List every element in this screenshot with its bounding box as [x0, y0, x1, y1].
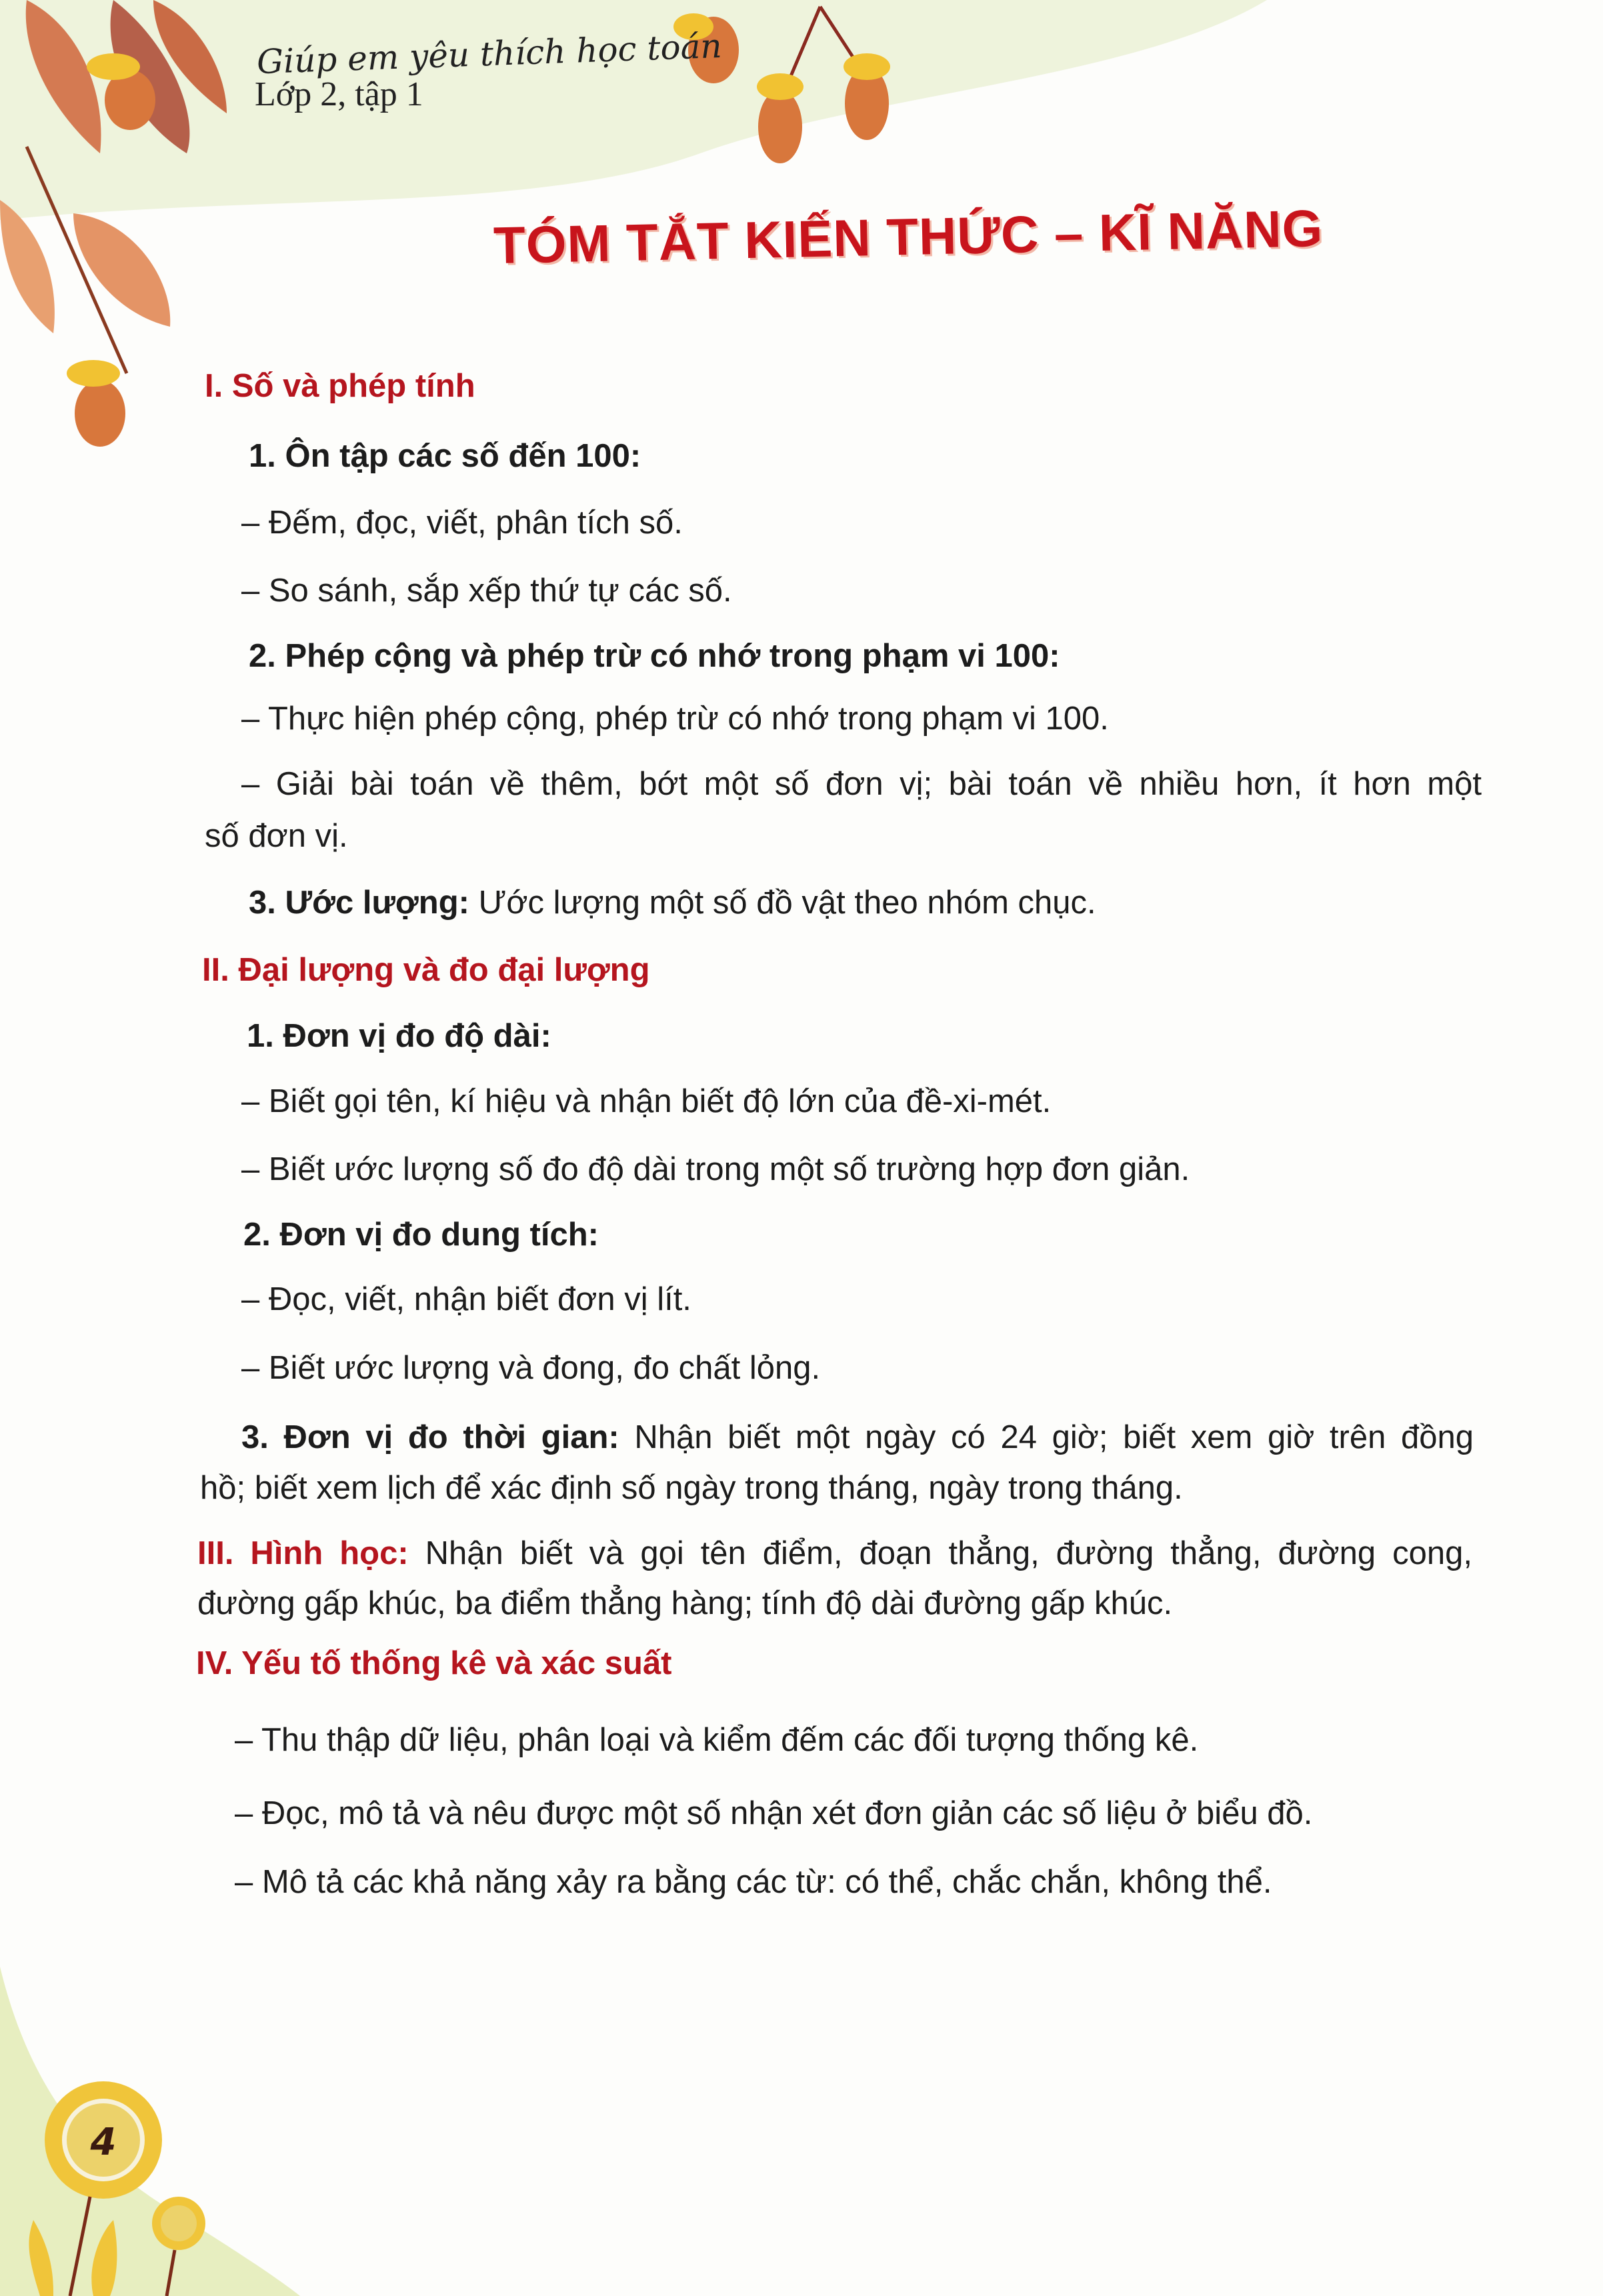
list-item: – Thực hiện phép cộng, phép trừ có nhớ trong phạm vi 100.: [241, 701, 1109, 737]
subsection-heading: 2. Đơn vị đo dung tích:: [243, 1217, 599, 1253]
subsection-text: Ước lượng một số đồ vật theo nhóm chục.: [478, 885, 1096, 921]
section-3-heading: III. Hình học:: [197, 1535, 409, 1571]
list-item: – So sánh, sắp xếp thứ tự các số.: [241, 573, 732, 609]
grade-volume: Lớp 2, tập 1: [255, 75, 423, 113]
page-title: TÓM TẮT KIẾN THỨC – KĨ NĂNG: [493, 198, 1324, 275]
subsection-heading: 1. Đơn vị đo độ dài:: [247, 1018, 551, 1054]
subsection-heading: 1. Ôn tập các số đến 100:: [249, 438, 641, 474]
section-2-heading: II. Đại lượng và đo đại lượng: [202, 952, 650, 988]
series-title: Giúp em yêu thích học toán: [256, 26, 723, 82]
list-item: – Mô tả các khả năng xảy ra bằng các từ: có thể, chắc chắn, không thể.: [235, 1864, 1272, 1900]
list-item: – Giải bài toán về thêm, bớt một số đơn vị; bài toán về nhiều hơn, ít hơn một: [241, 766, 1482, 802]
section-3-text: Nhận biết và gọi tên điểm, đoạn thẳng, đường thẳng, đường cong,: [425, 1535, 1472, 1571]
subsection-text-continued: hồ; biết xem lịch để xác định số ngày trong tháng, ngày trong tháng.: [200, 1470, 1183, 1506]
list-item: – Biết gọi tên, kí hiệu và nhận biết độ lớn của đề-xi-mét.: [241, 1083, 1052, 1119]
list-item: – Đọc, viết, nhận biết đơn vị lít.: [241, 1281, 691, 1317]
list-item: – Đếm, đọc, viết, phân tích số.: [241, 505, 683, 541]
subsection-time: [241, 1421, 1474, 1454]
list-item: – Biết ước lượng và đong, đo chất lỏng.: [241, 1350, 821, 1386]
list-item: – Thu thập dữ liệu, phân loại và kiểm đếm các đối tượng thống kê.: [235, 1722, 1199, 1758]
subsection-text: Nhận biết một ngày có 24 giờ; biết xem giờ trên đồng: [634, 1419, 1474, 1455]
subsection-heading: 3. Đơn vị đo thời gian:: [241, 1419, 619, 1455]
page-number: 4: [90, 2121, 117, 2164]
section-3-text-continued: đường gấp khúc, ba điểm thẳng hàng; tính độ dài đường gấp khúc.: [197, 1585, 1173, 1621]
subsection-heading: 2. Phép cộng và phép trừ có nhớ trong phạm vi 100:: [249, 638, 1060, 674]
section-1-heading: I. Số và phép tính: [205, 368, 475, 404]
list-item: – Đọc, mô tả và nêu được một số nhận xét đơn giản các số liệu ở biểu đồ.: [235, 1795, 1313, 1831]
list-item-continued: số đơn vị.: [205, 818, 348, 854]
list-item: – Biết ước lượng số đo độ dài trong một số trường hợp đơn giản.: [241, 1151, 1190, 1187]
subsection-estimation: [249, 887, 1096, 919]
section-3: [197, 1537, 1472, 1570]
section-4-heading: IV. Yếu tố thống kê và xác suất: [196, 1645, 672, 1681]
subsection-heading: 3. Ước lượng:: [249, 885, 469, 921]
